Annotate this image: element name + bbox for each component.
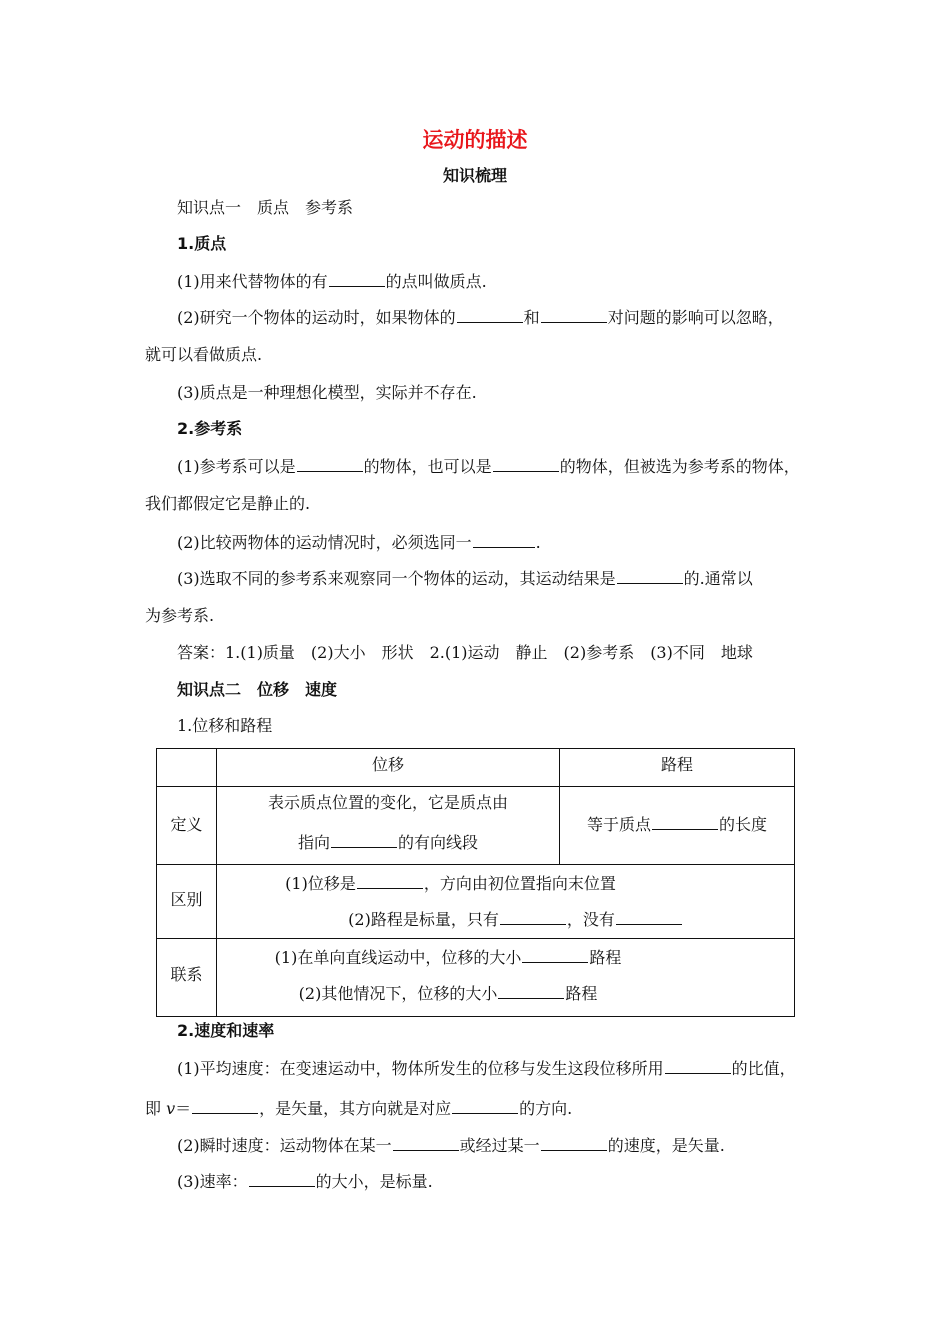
- cell-text-line2: [217, 982, 794, 1004]
- row-label-text: 定义: [170, 815, 203, 834]
- text: 的长度: [719, 815, 768, 834]
- fill-blank: [452, 1097, 518, 1114]
- fill-blank: [357, 872, 423, 889]
- fill-blank: [297, 455, 363, 472]
- kp1-s1-line2: [177, 306, 784, 328]
- table-corner-cell: [157, 749, 217, 787]
- kp1-s2-line1: [177, 455, 800, 477]
- text: (2)研究一个物体的运动时，如果物体的: [177, 308, 456, 327]
- row-label-relation: [157, 939, 217, 1017]
- text: 等于质点: [586, 815, 651, 834]
- kp1-s1-line2-cont: 就可以看做质点.: [145, 345, 263, 364]
- text: 的.通常以: [683, 569, 753, 588]
- text: 的物体，但被选为参考系的物体，: [559, 457, 800, 476]
- fill-blank: [522, 946, 588, 963]
- text: 指向: [297, 833, 330, 852]
- text: (1)参考系可以是: [177, 457, 296, 476]
- cell-text-line2: [217, 831, 559, 853]
- text: 的点叫做质点.: [385, 272, 487, 291]
- kp2-s2-line3: [177, 1170, 433, 1192]
- kp1-s2-line1-cont: 我们都假定它是静止的.: [145, 494, 311, 513]
- text: (3)速率：: [177, 1172, 248, 1191]
- kp1-s2-line3: [177, 567, 753, 589]
- kp1-s2-title: 2.参考系: [177, 419, 243, 438]
- text: 的方向.: [519, 1099, 573, 1118]
- kp1-s1-line1: [177, 270, 487, 292]
- kp2-s2-title: 2.速度和速率: [177, 1021, 275, 1040]
- kp1-s2-line2: [177, 531, 541, 553]
- difference-cell: [217, 865, 795, 939]
- fill-blank: [493, 455, 559, 472]
- fill-blank: [457, 306, 523, 323]
- cell-text: 表示质点位置的变化，它是质点由: [267, 793, 508, 812]
- fill-blank: [541, 1134, 607, 1151]
- header-text: 位移: [371, 755, 404, 774]
- kp2-s2-line1-cont: [145, 1097, 572, 1119]
- displacement-distance-table: [156, 748, 795, 1017]
- text: 对问题的影响可以忽略，: [607, 308, 784, 327]
- table-header-distance: [560, 749, 795, 787]
- kp1-s2-line3-cont: 为参考系.: [145, 606, 215, 625]
- text: (2)比较两物体的运动情况时，必须选同一: [177, 533, 472, 552]
- fill-blank: [393, 1134, 459, 1151]
- text: 路程: [565, 984, 598, 1003]
- row-label-text: 区别: [170, 890, 203, 909]
- fill-blank: [498, 982, 564, 999]
- definition-displacement-cell: [217, 787, 560, 865]
- text: (3)选取不同的参考系来观察同一个物体的运动，其运动结果是: [177, 569, 616, 588]
- definition-distance-cell: [560, 787, 795, 865]
- text: (1)平均速度：在变速运动中，物体所发生的位移与发生这段位移所用: [177, 1059, 664, 1078]
- kp2-s2-line2: [177, 1134, 725, 1156]
- text: .: [535, 533, 541, 552]
- row-label-definition: [157, 787, 217, 865]
- velocity-symbol: v: [166, 1099, 176, 1118]
- text: ，没有: [566, 910, 615, 929]
- text: 的大小，是标量.: [315, 1172, 433, 1191]
- fill-blank: [331, 831, 397, 848]
- text: 路程: [589, 948, 622, 967]
- text: 的物体，也可以是: [363, 457, 492, 476]
- text: (1)位移是: [285, 874, 356, 893]
- fill-blank: [249, 1170, 315, 1187]
- fill-blank: [616, 908, 682, 925]
- fill-blank: [617, 567, 683, 584]
- cell-text-line1: [217, 872, 794, 894]
- relation-cell: [217, 939, 795, 1017]
- text: (1)用来代替物体的有: [177, 272, 328, 291]
- text: (1)在单向直线运动中，位移的大小: [274, 948, 522, 967]
- kp1-s1-title: 1.质点: [177, 234, 227, 253]
- text: ，方向由初位置指向末位置: [423, 874, 616, 893]
- row-label-text: 联系: [170, 965, 203, 984]
- fill-blank: [665, 1057, 731, 1074]
- cell-text: [560, 813, 794, 835]
- header-text: 路程: [660, 755, 693, 774]
- fill-blank: [473, 531, 535, 548]
- page-title: 运动的描述: [422, 128, 528, 152]
- fill-blank: [500, 908, 566, 925]
- text: ，是矢量，其方向就是对应: [259, 1099, 452, 1118]
- kp2-s1-title: 1.位移和路程: [177, 716, 273, 735]
- section-subtitle: 知识梳理: [442, 166, 507, 185]
- text: (2)其他情况下，位移的大小: [298, 984, 498, 1003]
- fill-blank: [329, 270, 385, 287]
- fill-blank: [192, 1097, 258, 1114]
- text: (2)瞬时速度：运动物体在某一: [177, 1136, 392, 1155]
- row-label-difference: [157, 865, 217, 939]
- fill-blank: [541, 306, 607, 323]
- text: ＝: [175, 1099, 192, 1118]
- text: 和: [523, 308, 540, 327]
- kp2-heading: 知识点二 位移 速度: [177, 680, 338, 699]
- fill-blank: [652, 813, 718, 830]
- text: (2)路程是标量，只有: [348, 910, 499, 929]
- text: 的速度，是矢量.: [607, 1136, 725, 1155]
- cell-text-line1: [217, 946, 794, 968]
- cell-text-line2: [217, 908, 794, 930]
- table-header-displacement: [217, 749, 560, 787]
- text: 即: [145, 1099, 167, 1118]
- kp1-s1-line3: (3)质点是一种理想化模型，实际并不存在.: [177, 383, 477, 402]
- text: 的有向线段: [398, 833, 479, 852]
- kp1-heading: 知识点一 质点 参考系: [177, 198, 354, 217]
- kp1-answer: 答案：1.(1)质量 (2)大小 形状 2.(1)运动 静止 (2)参考系 (3)不同 地球: [177, 643, 753, 662]
- kp2-s2-line1: [177, 1057, 796, 1079]
- text: 的比值，: [731, 1059, 796, 1078]
- text: 或经过某一: [459, 1136, 540, 1155]
